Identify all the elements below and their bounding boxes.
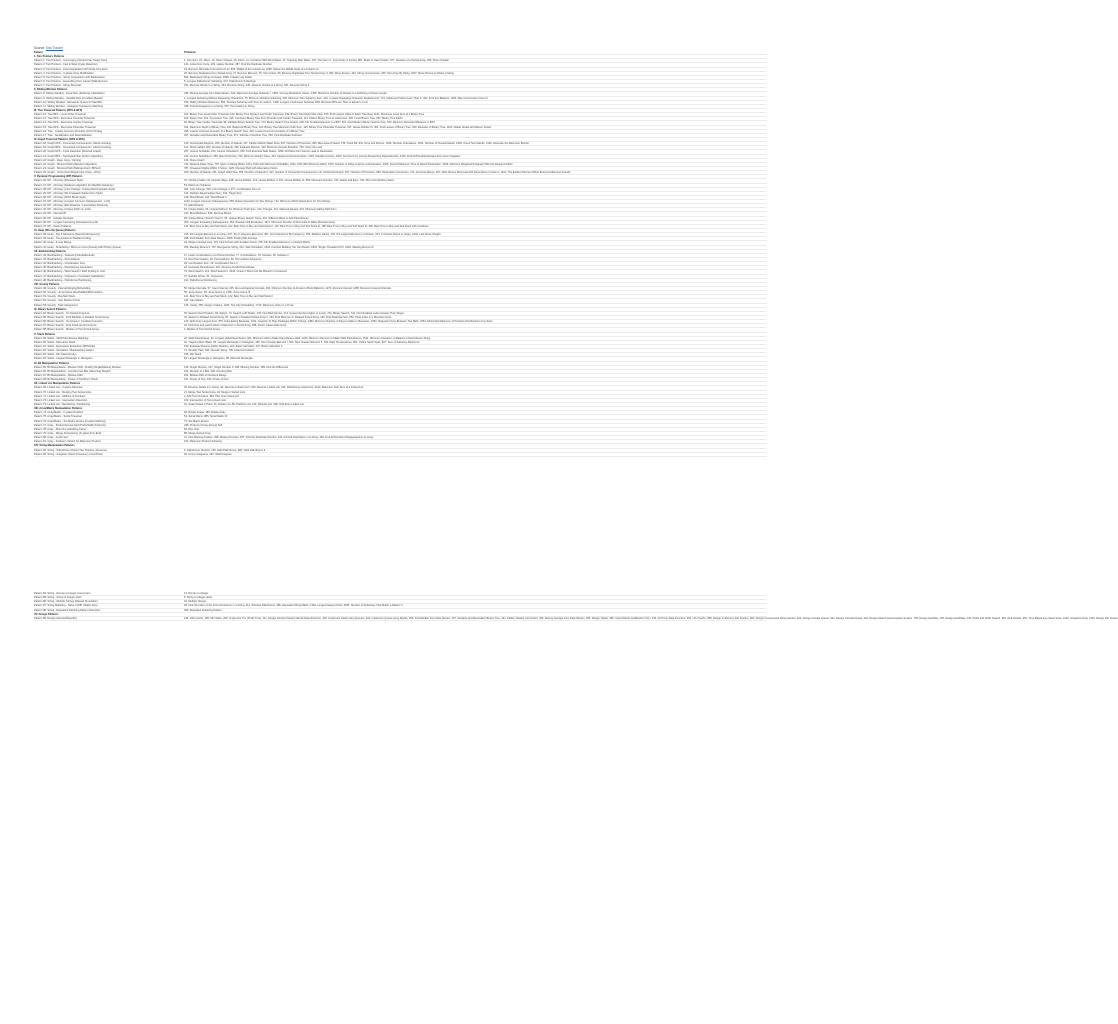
pattern-cell: Pattern 65: Bit Manipulation - Bitwise XOR - Finding Single/Missing Number [34,365,121,369]
pattern-cell: Pattern 54: Binary Search - On Sorted Array/List [34,311,90,315]
problems-cell: 136. Single Number, 137. Single Number II, 268. Missing Number, 389. Find the Difference [184,365,289,369]
pattern-cell: Pattern 1: Two Pointers - Converging (Sorted Array Target Sum) [34,59,108,63]
pattern-cell: Pattern 79: Array - Merge Sorted Array (In-place from End) [34,431,102,435]
problems-cell: 201. Bitwise AND of Numbers Range [184,373,227,377]
problems-cell: 19. Remove Nth Node From End of List, 876. Middle of the Linked List, 2095. Delete the Middle Node of a Linked List [184,67,319,71]
problems-cell: 200. Number of Islands, 261. Graph Valid Tree, 305. Number of Islands II, 323. Number of Connected Components in an Undirected Graph, 547. Number of Provinces, 684. Redundant Connection, 721. Accounts Merge, 947. Most Stones Removed with Same Row or Column, 1101. The Earliest Moment When Everyone Become Friends [184,171,571,175]
problems-cell: 215. Kth Largest Element in an Array, 347. Top K Frequent Elements, 451. Sort Characters By Frequency, 506. Relative Ranks, 703. Kth Largest Element in a Stream, 973. K Closest Points to Origin, 1046. Last Stone Weight [184,233,441,237]
pattern-cell: Pattern 55: Binary Search - Find Min/Max in Rotated Sorted Array [34,316,110,319]
pattern-cell: Pattern 51: Greedy - Buy/Sell Stock [34,295,75,299]
pattern-cell: Pattern 35: DP - Catalan Numbers [34,216,74,220]
pattern-cell: Pattern 74: Array/Matrix - In-place Rotation [34,411,84,415]
section-heading: 1. Two Pointers Patterns [34,55,65,59]
pattern-cell: Pattern 11: Sliding Window - Character Frequency Matching [34,104,103,108]
pattern-cell: Pattern 7: Two Pointers - String Reversal [34,84,81,88]
problems-cell: 312. Burst Balloons, 546. Remove Boxes [184,212,232,216]
problems-cell: 131. Palindrome Partitioning [184,278,217,282]
problems-cell: 151. Reverse Words in a String, 344. Reverse String, 345. Reverse Vowels of a String, 541. Reverse String II [184,84,310,88]
problems-cell: 416. Partition Equal Subset Sum, 494. Target Sum [184,191,242,195]
pattern-cell: Pattern 17: Tree - Serialization and Deserialization [34,133,92,137]
pattern-cell: Pattern 25: Graph - Union-Find (Disjoint Set Union - DSU) [34,171,101,175]
column-header-problems: Problems [184,51,196,54]
section-heading: IV. Graph Traversal Patterns (DFS & BFS) [34,137,85,141]
problems-cell: 2. Add Two Numbers, 369. Plus One Linked List [184,394,240,398]
pattern-cell: Pattern 49: Greedy - Interval Merging/Scheduling [34,287,91,291]
pattern-cell: Pattern 30: DP - 1D Array (Word Break Style) [34,195,86,199]
problems-cell: 104. Maximum Depth of Binary Tree, 110. Balanced Binary Tree, 124. Binary Tree Maximum Path Sum, 145. Binary Tree Postorder Traversal, 337. House Robber III, 366. Find Leaves of Binary Tree, 543. Diameter of Binary Tree, 1110. Delete Nodes And Return Forest [184,125,492,129]
pattern-cell: Pattern 64: Stack - Largest Rectangle in Histogram [34,357,93,361]
problems-cell: 71. Simplify Path, 394. Decode String, 735. Asteroid Collision [184,349,255,353]
problems-cell: 8. String to Integer (atoi) [184,596,212,600]
problems-cell: 146. LRU Cache, 155. Min Stack, 208. Implement Trie (Prefix Tree), 211. Design Add and Search Words Data Structure, 225. Implement Stack using Queues, 232. Implement Queue using Stacks, 295. Find Median from Data Stream, 297. Serialize and Deserialize Binary Tree, 341. Flatten Nested List Iterator, 346. Moving Average from Data Stream, 355. Design Twitter, 380. Insert Delete GetRandom O(1), 432. All O'one Data Structure, 460. LFU Cache, 588. Design In-Memory File System, 604. Design Compressed String Iterator, 622. Design Circular Queue, 641. Design Circular Deque, 642. Design Search Autocomplete System, 705. Design HashSet, 706. Design HashMap, 745. Prefix and Suffix Search, 900. RLE Iterator, 981. Time Based Key-Value Store, 1146. Snapshot Array, 1166. Design File System [184,616,1118,620]
problems-cell: 295. Find Median from Data Stream, 1825. Finding MK Average [184,237,258,241]
problems-cell: 37. Sudoku Solver, 51. N-Queens [184,274,223,278]
problems-cell: 102. Binary Tree Level Order Traversal, 103. Binary Tree Zigzag Level Order Traversal, 199. Binary Tree Right Side View, 515. Find Largest Value in Each Tree Row, 1161. Maximum Level Sum of a Binary Tree [184,113,425,117]
problems-cell: 135. Candy, 455. Assign Cookies, 1029. Two City Scheduling, 1710. Maximum Units on a Truck [184,303,294,307]
pattern-cell: Pattern 68: Bit Manipulation - Power of Two/Four Check [34,378,98,382]
problems-cell: 139. Word Break, 140. Word Break II [184,195,227,199]
pattern-cell: Pattern 61: Stack - Expression Evaluation (RPN/Infix) [34,344,96,348]
problems-cell: 130. Surrounded Regions, 200. Number of Islands, 417. Pacific Atlantic Water Flow, 547. Number of Provinces, 695. Max Area of Island, 733. Flood Fill, 841. Keys and Rooms, 1020. Number of Enclaves, 1254. Number of Closed Islands, 1905. Count Sub Islands, 2101. Detonate the Maximum Bombs [184,142,529,146]
problems-cell: 56. Merge Intervals, 57. Insert Interval, 435. Non-overlapping Intervals, 452. Minimum Number of Arrows to Burst Balloons, 1272. Remove Interval, 1288. Remove Covered Intervals [184,287,391,291]
problems-cell: 346. Moving Average from Data Stream, 643. Maximum Average Subarray I, 1052. Grumpy Bookstore Owner, 1456. Maximum Number of Vowels in a Substring of Given Length [184,92,387,96]
pattern-cell: Pattern 70: Linked List - Merging Two Sorted Lists [34,390,92,394]
pattern-cell: Pattern 71: Linked List - Addition of Numbers [34,394,86,398]
pattern-cell: Pattern 22: Graph - Deep Copy / Cloning [34,158,81,162]
pattern-cell: Pattern 9: Sliding Window - Variable Size (Condition-Based) [34,96,103,100]
pattern-cell: Pattern 76: Array/Matrix - Set Matrix Zeroes (In-place Marking) [34,419,106,423]
pattern-cell: Pattern 15: Tree DFS - Recursive Postorder Traversal [34,125,96,129]
pattern-cell: Pattern 85: String - String to Integer (atoi) [34,596,82,600]
problems-cell: 49. Group Anagrams, 242. Valid Anagram [184,452,232,456]
problems-cell: 66. Plus One [184,427,199,431]
pattern-cell: Pattern 56: Binary Search - On Answer / Condition Function [34,320,103,324]
problems-cell: 39. Combination Sum, 40. Combination Sum II [184,262,238,266]
problems-cell: 459. Repeated Substring Pattern [184,608,222,612]
problems-cell: 133. Clone Graph [184,158,205,162]
problems-cell: 210. Course Schedule II, 269. Alien Dictionary, 310. Minimum Height Trees, 444. Sequence Reconstruction, 1136. Parallel Courses, 1203. Sort Items by Groups Respecting Dependencies, 2115. Find All Possible Recipes from Given Supplies [184,154,461,158]
problems-cell: 24. Swap Nodes in Pairs, 61. Rotate List, 86. Partition List, 143. Reorder List, 328. Odd Even Linked List [184,402,304,406]
pattern-cell: Pattern 12: Tree BFS - Level Order Traversal [34,113,86,117]
problems-cell: 231. Power of Two, 342. Power of Four [184,378,229,382]
pattern-cell: Pattern 6: Two Pointers - Expanding From Center (Palindromes) [34,79,108,83]
pattern-cell: Pattern 26: DP - 1D Array (Fibonacci Style) [34,179,84,183]
pattern-cell: Pattern 2: Two Pointers - Fast & Slow (Cycle Detection) [34,63,98,67]
patterns-table-continued [34,592,1118,621]
problems-cell: 20. Valid Parentheses, 32. Longest Valid Parentheses, 921. Minimum Add to Make Parentheses Valid, 1249. Minimum Remove to Make Valid Parentheses, 1541. Minimum Insertions to Balance a Parentheses String [184,336,431,340]
problems-cell: 438. Find All Anagrams in a String, 567. Permutation in String [184,104,255,108]
pattern-cell: Pattern 14: Tree DFS - Recursive Inorder Traversal [34,121,93,125]
pattern-cell: Pattern 24: Graph - Shortest Path (Bellman-Ford / BFS+K) [34,166,102,170]
problems-cell: 17. Letter Combinations of a Phone Number, 77. Combinations, 78. Subsets, 90. Subsets II [184,253,289,257]
pattern-cell: Pattern 39: Heap - Two Heaps for Median Finding [34,237,92,241]
source-line [34,46,63,50]
pattern-cell: Pattern 67: Bit Manipulation - Bitwise AND [34,373,83,377]
pattern-cell: Pattern 32: DP - 2D Array (Edit Distance / Levenshtein Distance) [34,204,109,208]
section-heading: V. Dynamic Programming (DP) Patterns [34,175,83,179]
section-heading: XV. Design Patterns [34,612,59,616]
patterns-table [34,51,767,457]
section-heading: VII. Backtracking Patterns [34,249,67,253]
pattern-cell: Pattern 4: Two Pointers - In-place Array Modification [34,71,94,75]
pattern-cell: Pattern 82: String - Palindrome Check (Two Pointers / Reverse) [34,448,107,452]
problems-cell: 73. Set Matrix Zeroes [184,419,209,423]
section-heading: VIII. Greedy Patterns [34,282,60,286]
pattern-cell: Pattern 46: Backtracking - Word Search / Path Finding in Grid [34,270,105,274]
pattern-cell: Pattern 50: Greedy - Jump Game Reachability/Minimization [34,291,103,295]
pattern-cell: Pattern 5: Two Pointers - String Comparison with Backspaces [34,75,105,79]
problems-cell: 322. Coin Change, 518. Coin Change II, 377. Combination Sum IV [184,187,261,191]
pattern-cell: Pattern 60: Stack - Monotonic Stack [34,340,76,344]
pattern-cell: Pattern 58: Binary Search - Median of Two Sorted Arrays [34,328,100,332]
section-heading: XIV. String Manipulation Patterns [34,444,75,448]
pattern-cell: Pattern 53: Greedy - Task Assignment [34,303,78,307]
table-row [34,453,767,457]
section-heading: III. Tree Traversal Patterns (DFS & BFS) [34,108,83,112]
pattern-cell: Pattern 45: Backtracking - Parentheses Generation [34,266,93,270]
problems-cell: 300. Longest Increasing Subsequence, 354. Russian Doll Envelopes, 1671. Minimum Number of Removals to Make Mountain Array [184,220,336,224]
problems-cell: 31. Next Permutation, 46. Permutations, 60. Permutation Sequence [184,258,262,262]
pattern-cell: Pattern 84: String - Roman to Integer Conversion [34,592,91,595]
pattern-cell: Pattern 33: DP - 2D Array (Unique Paths on Grid) [34,208,91,212]
problems-cell: 743. Network Delay Time, 778. Swim in Rising Water, 1514. Path with Maximum Probability, 1631. Path With Minimum Effort, 1976. Number of Ways to Arrive at Destination, 2045. Second Minimum Time to Reach Destination, 2203. Minimum Weighted Subgraph With the Required Paths [184,162,513,166]
pattern-cell: Pattern 75: Array/Matrix - Spiral Traversal [34,415,82,419]
pattern-cell: Pattern 66: Bit Manipulation - Counting Set Bits (Hamming Weight) [34,369,111,373]
problems-cell: 297. Serialize and Deserialize Binary Tree, 572. Subtree of Another Tree, 652. Find Duplicate Subtrees [184,133,302,137]
pattern-cell: Pattern 78: Array - Plus One (Handling Carry) [34,427,87,431]
section-heading: XIII. Array/Matrix Manipulation Patterns [34,407,83,411]
problems-cell: 26. Remove Duplicates from Sorted Array, 27. Remove Element, 75. Sort Colors, 80. Remove Duplicates from Sorted Array II, 283. Move Zeroes, 443. String Compression, 905. Sort Array By Parity, 2337. Move Pieces to Obtain a String [184,71,454,75]
problems-cell: 21. Merge Two Sorted Lists, 23. Merge k Sorted Lists [184,390,246,394]
pattern-cell: Pattern 81: Array - Kadane's Variant for Maximum Product [34,440,101,444]
problems-cell: 1143. Longest Common Subsequence, 583. Delete Operation for Two Strings, 712. Minimum ASCII Delete Sum for Two Strings [184,200,331,204]
column-header-pattern: Pattern [34,51,43,54]
problems-cell: 121. Best Time to Buy and Sell Stock, 122. Best Time to Buy and Sell Stock II [184,295,273,299]
section-heading: XII. Linked List Manipulation Patterns [34,382,81,386]
pattern-cell: Pattern 59: Stack - Valid Parentheses Matching [34,336,89,340]
pattern-cell: Pattern 10: Sliding Window - Monotonic Queue for Max/Min [34,100,103,104]
pattern-cell: Pattern 77: Array - Product Except Self (Prefix/Suffix Products) [34,423,106,427]
problems-cell: 95. Unique Binary Search Trees II, 96. Unique Binary Search Trees, 241. Different Ways to Add Parentheses [184,216,309,220]
section-heading: IX. Binary Search Patterns [34,307,67,311]
pattern-cell: Pattern 23: Graph - Shortest Path (Dijkstra's Algorithm) [34,162,98,166]
problems-cell: 100. Same Tree, 101. Symmetric Tree, 105. Construct Binary Tree from Preorder and Inorder Traversal, 114. Flatten Binary Tree to Linked List, 226. Invert Binary Tree, 257. Binary Tree Paths [184,117,403,121]
pattern-cell: Pattern 52: Greedy - Gas Station Circuit [34,299,80,303]
pattern-cell: Pattern 34: DP - Interval DP [34,212,67,216]
problems-cell: 5. Longest Palindromic Substring, 647. Palindromic Substrings [184,79,256,83]
problems-cell: 94. Binary Tree Inorder Traversal, 98. Validate Binary Search Tree, 173. Binary Search Tree Iterator, 230. Kth Smallest Element in a BST, 501. Find Mode in Binary Search Tree, 530. Minimum Absolute Difference in BST [184,121,435,125]
pattern-cell: Pattern 83: String - Anagram Check (Frequency Count/Sort) [34,452,103,456]
pattern-cell: Pattern 38: Heap - Top K Elements (Selection/Frequency) [34,233,101,237]
pattern-cell: Pattern 3: Two Pointers - Fixed Separation (Nth Node from End) [34,67,108,71]
pattern-cell: Pattern 44: Backtracking - Combination Sum [34,262,86,266]
problems-cell: 160. Intersection of Two Linked Lists [184,398,226,402]
source-label: Source: [34,46,45,50]
pattern-cell: Pattern 29: DP - 1D Array (0/1 Knapsack Subset Sum Style) [34,191,103,195]
pattern-cell: Pattern 37: DP - Stock Problems [34,224,72,228]
problems-cell: 191. Number of 1 Bits, 338. Counting Bits [184,369,232,373]
section-heading: X. Stack Patterns [34,332,56,336]
problems-cell: 70. Climbing Stairs, 91. Decode Ways, 198. House Robber, 213. House Robber II, 337. House Robber III, 509. Fibonacci Number, 740. Delete and Earn, 746. Min Cost Climbing Stairs [184,179,394,183]
problems-cell: 88. Merge Sorted Array [184,431,211,435]
problems-cell: 28. Find the Index of the First Occurrence in a String, 214. Shortest Palindrome, 686. Repeated String Match, 1392. Longest Happy Prefix, 3036. Number of Subarrays That Match a Pattern II [184,604,403,608]
problems-cell: 4. Median of Two Sorted Arrays [184,328,221,332]
problems-cell: 150. Evaluate Reverse Polish Notation, 224. Basic Calculator, 227. Basic Calculator II [184,344,283,348]
problems-cell: 35. Search Insert Position, 69. Sqrt(x), 74. Search a 2D Matrix, 278. First Bad Version, 374. Guess Number Higher or Lower, 704. Binary Search, 744. Find Smallest Letter Greater Than Target [184,311,404,315]
problems-cell: 54. Spiral Matrix, 885. Spiral Matrix III [184,415,228,419]
problems-cell: 53. Maximum Subarray [184,183,211,187]
pattern-cell: Pattern 41: Heap - Scheduling / Minimum Cost (Greedy with Priority Queue) [34,245,122,249]
problems-cell: 410. Split Array Largest Sum, 875. Koko Eating Bananas, 1011. Capacity To Ship Packages Within D Days, 1482. Minimum Number of Days to Make m Bouquets, 1552. Magnetic Force Between Two Balls, 2064. Minimized Maximum of Products Distributed to Any Store [184,320,493,324]
problems-cell: 22. Generate Parentheses, 301. Remove Invalid Parentheses [184,266,255,270]
problems-cell: 787. Cheapest Flights Within K Stops, 1129. Shortest Path with Alternating Colors [184,166,278,170]
pattern-cell: Pattern 8: Sliding Window - Fixed Size (Subarray Calculation) [34,92,105,96]
section-heading: II. Sliding Window Patterns [34,88,68,92]
table-row [34,616,1118,621]
pattern-cell: Pattern 31: DP - 2D Array (Longest Common Subsequence - LCS) [34,200,111,204]
pattern-cell: Pattern 21: Graph BFS - Topological Sort (Kahn's Algorithm) [34,154,103,158]
pattern-cell: Pattern 28: DP - 1D Array (Coin Change / Unbounded Knapsack Style) [34,187,116,191]
problems-cell: 141. Linked List Cycle, 202. Happy Number, 287. Find the Duplicate Number [184,63,272,67]
pattern-cell: Pattern 27: DP - 1D Array (Kadane's Algorithm for Max/Min Subarray) [34,183,114,187]
problems-cell: 34. Find First and Last Position of Element in Sorted Array, 658. Find K Closest Elements [184,324,287,328]
problems-cell: 42. Trapping Rain Water, 84. Largest Rectangle in Histogram, 496. Next Greater Element I, 503. Next Greater Element II, 739. Daily Temperatures, 901. Online Stock Span, 907. Sum of Subarray Minimums [184,340,420,344]
pattern-cell: Pattern 19: Graph BFS - Connected Components / Island Counting [34,146,111,150]
pattern-cell: Pattern 63: Stack - Min Stack Design [34,353,77,357]
pattern-cell: Pattern 16: Tree - Lowest Common Ancestor (LCA) Finding [34,129,102,133]
problems-cell: 3. Longest Substring Without Repeating Characters, 76. Minimum Window Substring, 209. Minimum Size Subarray Sum, 424. Longest Repeating Character Replacement, 713. Subarray Product Less Than K, 904. Fruit Into Baskets, 1004. Max Consecutive Ones III [184,96,488,100]
problems-cell: 844. Backspace String Compare, 1598. Crawler Log Folder [184,75,253,79]
pattern-cell: Pattern 47: Backtracking - N-Queens / Constraint Satisfaction [34,274,105,278]
pattern-cell: Pattern 88: String - Repeated Substring Pattern Detection [34,608,101,612]
problems-cell: 13. Roman to Integer [184,592,209,595]
problems-cell: 48. Rotate Image, 189. Rotate Array [184,411,226,415]
problems-cell: 62. Unique Paths, 63. Unique Paths II, 64. Minimum Path Sum, 120. Triangle, 221. Maximal Square, 931. Minimum Falling Path Sum [184,208,337,212]
problems-cell: 25. Reverse Nodes in k-Group, 92. Reverse Linked List II, 206. Reverse Linked List, 234. Palindrome Linked List, 2130. Maximum Twin Sum of a Linked List [184,386,364,390]
problems-cell: 235. Lowest Common Ancestor of a Binary Search Tree, 236. Lowest Common Ancestor of a Binary Tree [184,129,305,133]
pattern-cell: Pattern 43: Backtracking - Permutations [34,258,80,262]
source-link[interactable]: Stat Tracker [45,46,64,50]
pattern-cell: Pattern 80: Array - Cyclic Sort [34,436,69,440]
problems-cell: 1. Two Sum, 15. 3Sum, 16. 3Sum Closest, 18. 4Sum, 11. Container With Most Water, 42. Trapping Rain Water, 167. Two Sum II - Input Array Is Sorted, 881. Boats to Save People, 977. Squares of a Sorted Array, 259. 3Sum Smaller [184,59,450,63]
pattern-cell: Pattern 87: String Matching - Naive / KMP / Rabin-Karp [34,604,98,608]
problems-cell: 134. Gas Station [184,299,204,303]
section-heading: VI. Heap (Priority Queue) Patterns [34,229,76,233]
pattern-cell: Pattern 72: Linked List - Intersection Detection [34,398,88,402]
problems-cell: 121. Best Time to Buy and Sell Stock, 122. Best Time to Buy and Sell Stock II, 123. Best Time to Buy and Sell Stock III, 188. Best Time to Buy and Sell Stock IV, 309. Best Time to Buy and Sell Stock with Cooldown [184,224,429,228]
problems-cell: 152. Maximum Product Subarray [184,440,222,444]
problems-cell: 79. Word Search, 212. Word Search II, 2018. Check if Word Can Be Placed In Crossword [184,270,287,274]
pattern-cell: Pattern 89: Design (General/Specific) [34,616,77,620]
pattern-cell: Pattern 20: Graph DFS - Cycle Detection (Directed Graph) [34,150,102,154]
problems-cell: 207. Course Schedule, 210. Course Schedule II, 802. Find Eventual Safe States, 1059. All Paths from Source Lead to Destination [184,150,333,154]
section-heading: XI. Bit Manipulation Patterns [34,361,70,365]
problems-cell: 23. Merge k Sorted Lists, 373. Find K Pairs with Smallest Sums, 378. Kth Smallest Element in a Sorted Matrix [184,241,310,245]
pattern-cell: Pattern 62: Stack - Simulation / Backtracking Helper [34,349,94,353]
pattern-cell: Pattern 36: DP - Longest Increasing Subsequence (LIS) [34,220,99,224]
pattern-cell: Pattern 86: String - Multiply Strings (Manual Simulation) [34,600,98,604]
pattern-cell: Pattern 57: Binary Search - Find First/Last Occurrence [34,324,97,328]
problems-cell: 84. Largest Rectangle in Histogram, 85. Maximal Rectangle [184,357,253,361]
pattern-cell: Pattern 18: Graph DFS - Connected Components / Island Counting [34,142,111,146]
pattern-cell: Pattern 13: Tree DFS - Recursive Preorder Traversal [34,117,95,121]
problems-cell: 127. Word Ladder, 200. Number of Islands, 399. Evaluate Division, 433. Minimum Genetic Mutation, 752. Open the Lock [184,146,323,150]
pattern-cell: Pattern 69: Linked List - In-place Reversal [34,386,83,390]
problems-cell: 239. Sliding Window Maximum, 862. Shortest Subarray with Sum at Least K, 1438. Longest Continuous Subarray With Absolute Diff Less Than or Equal to Limit [184,100,368,104]
problems-cell: 9. Palindrome Number, 125. Valid Palindrome, 680. Valid Palindrome II [184,448,266,452]
pattern-cell: Pattern 48: Backtracking - Palindrome Partitioning [34,278,92,282]
pattern-cell: Pattern 73: Linked List - Reordering / Partitioning [34,402,91,406]
problems-cell: 33. Search in Rotated Sorted Array, 81. Search in Rotated Sorted Array II, 153. Find Minimum in Rotated Sorted Array, 162. Find Peak Element, 852. Peak Index in a Mountain Array [184,316,392,319]
pattern-cell: Pattern 42: Backtracking - Subsets (Include/Exclude) [34,253,95,257]
problems-cell: 72. Edit Distance [184,204,204,208]
problems-cell: 43. Multiply Strings [184,600,206,604]
pattern-cell: Pattern 40: Heap - K-way Merge [34,241,72,245]
problems-cell: 155. Min Stack [184,353,202,357]
problems-cell: 41. First Missing Positive, 268. Missing Number, 287. Find the Duplicate Number, 442. Find All Duplicates in an Array, 448. Find All Numbers Disappeared in an Array [184,436,374,440]
problems-cell: 238. Product of Array Except Self [184,423,223,427]
problems-cell: 253. Meeting Rooms II, 767. Reorganize String, 621. Task Scheduler, 1642. Furthest Building You Can Reach, 1834. Single-Threaded CPU, 2402. Meeting Rooms III [184,245,374,249]
problems-cell: 55. Jump Game, 45. Jump Game II, 1306. Jump Game III [184,291,251,295]
